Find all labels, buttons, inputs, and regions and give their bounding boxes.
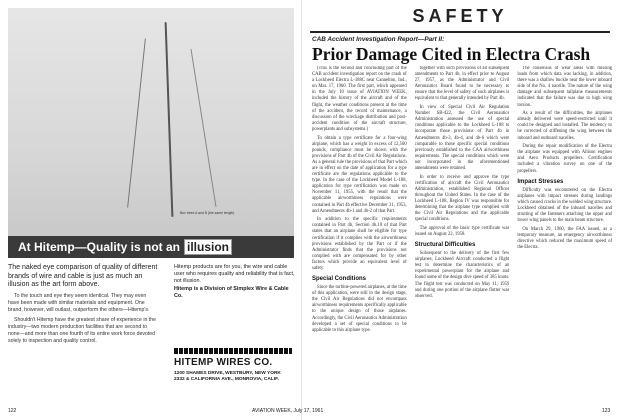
publication-footer: AVIATION WEEK, July 17, 1961 — [252, 408, 324, 414]
company-address — [174, 371, 294, 383]
article-column-3 — [517, 66, 612, 400]
article-paragraph: As a result of the difficulties, the airplanes already delivered were speed-restricted until it could be designed and installed. The tendency to be corrected of stiffening the wing between the inboard and outboard nacelles. — [517, 111, 613, 141]
ad-headline-text: At Hitemp—Quality is not an — [18, 240, 181, 254]
ad-paragraph: To the touch and eye they seem identical. They may even have been made with similar materials and equipment. One brand, however, will outlast, outperform the others—Hitemp's. — [8, 292, 150, 313]
ad-division-line: Hitemp is a Division of Simplex Wire & Cable Co. — [174, 286, 289, 299]
ad-photograph — [8, 8, 294, 236]
article-columns — [312, 66, 612, 400]
wire-strand — [127, 38, 146, 207]
page-gutter — [301, 0, 302, 420]
article-title: Prior Damage Cited in Electra Crash — [312, 44, 591, 64]
article-subheading: Special Conditions — [312, 276, 367, 283]
page-number-right: 123 — [602, 408, 611, 414]
article-paragraph: The consensus of wear areas with missing loads from which data was lacking, in addition, there was a shallow buckle near the lower inboard side of the No. 4 nacelle. The nature of the wing damage and subsequent tailplane measurements indicated that the failure was due to high wing torsion. — [517, 66, 613, 108]
wire-strand — [190, 49, 216, 207]
address-line: 1200 SHAMES DRIVE, WESTBURY, NEW YORK — [174, 371, 281, 376]
ad-side-column — [174, 264, 296, 300]
company-logo-block — [174, 348, 294, 383]
ad-side-text: Hitemp products are for you, the wire and cable user who requires quality and reliability that is fact, not illusion. — [174, 264, 295, 284]
article-paragraph: Subsequent to the delivery of the first few airplanes, Lockheed Aircraft conducted a flight test to determine the characteristics of an experimental powerplant for the airplane and found some of the design dive speed of 385 knots. The flight test was conducted on May 11, 1959 and during one portion of the airplane flutter was observed. — [414, 251, 510, 299]
article-paragraph: In view of Special Civil Air Regulation Number SR-422, the Civil Aeronautics Administration assessed the use of special conditions applicable to the Lockheed L-188 to incorporate those provisions of Part 4b in Amendments 4b-3, 4b-4, and 4b-6 which were comparable to those specific special conditions previously established to the CAA airworthiness requirements. The special conditions which were not incorporated in the aforementioned amendments were retained. — [414, 105, 510, 171]
article-paragraph: In addition to the specific requirements contained in Part 4b, Section 4b.10 of that Part states that an airplane shall be eligible for type certification if it complies with the airworthiness provisions established by the Part or if the Administrator finds that the provisions not complied with are compensated for by other factors which provide an equivalent level of safety. — [312, 217, 407, 271]
article-paragraph: During the repair modification of the Electra the airplane was equipped with Allison engines and Aero Products propellers. Certification included a vibration survey on one of the propellers. — [517, 144, 613, 174]
article-subheading: Structural Difficulties — [414, 242, 476, 249]
page-number-left: 122 — [8, 408, 17, 414]
ad-headline-keyword: illusion — [184, 239, 232, 255]
article-paragraph: Difficulty was encountered on the Electra airplanes with impact stresses during landings which caused cracks in the welded wing structure. Lockheed obtained of the inboard nacelles and strutting of the fasteners attaching the upper and lower wing panels to the main beam structure. — [517, 187, 613, 224]
logo-stripe-graphic — [174, 348, 292, 354]
wire-strand — [165, 22, 174, 217]
article-paragraph: together with such provisions of all subsequent amendments to Part 4b, in effect prior to August 27, 1957, as the Administrator and Civil Aeronautics Board found to be necessary to ensure that the level of safety of such airplanes is equivalent to that generally intended by Part 4b. — [414, 66, 510, 102]
section-rule — [310, 31, 610, 33]
article-paragraph: (This is the second and concluding part of the CAB accident investigation report on the crash of a Lockheed Electra L-188C near Cannelton, Ind., on Mar. 17, 1960. The first part, which appeared in the July 10 issue of AVIATION WEEK, included the history of the aircraft and of the flight, the weather conditions present at the time of the accident, the record of maintenance, a discussion of the wreckage distribution and post-accident condition of the aircraft structure, powerplants and subsystems.) — [312, 66, 407, 132]
company-name: HITEMP WIRES CO. — [174, 357, 273, 368]
article-column-1 — [312, 66, 407, 400]
article-column-2 — [415, 66, 510, 400]
section-heading: SAFETY — [412, 6, 508, 26]
article-kicker: CAB Accident Investigation Report—Part II: — [312, 36, 445, 43]
article-paragraph: Since the turbine-powered airplanes, at the time of this application, were still in the design stage, the Civil Air Regulations did not encompass airworthiness requirements specifically applicable to the unique design of those airplanes. Accordingly, the Civil Aeronautics Administration developed a set of special conditions to be applicable to this airplane type. — [312, 285, 407, 333]
article-paragraph: The approval of the basic type certificate was issued on August 22, 1958. — [414, 225, 510, 237]
photo-caption: Box trees A and B (the same length) — [180, 211, 235, 215]
ad-lead: The naked eye comparison of quality of different brands of wire and cable is just as much an illusion as the art form above. — [8, 264, 158, 288]
article-subheading: Impact Stresses — [517, 178, 564, 185]
article-page — [306, 0, 620, 420]
ad-paragraph: Shouldn't Hitemp have the greatest share of experience in the industry—two modern production facilities that are second to none—and more than one fourth of its entire work force devoted solely to inspection and quality control. — [8, 316, 157, 344]
article-paragraph: To obtain a type certificate for a four-wing airplane, which has a weight in excess of 12,500 pounds, compliance must be shown with the provisions of Part 4b of the Civil Air Regulations. As a general rule the provisions of that Part which are in effect on the date of application for a type certificate are the regulations applicable to the type. In the case of the Lockheed Model L-188, application for type certification was made on November 11, 1955, with the result that the applicable airworthiness regulations were contained in Part 4b effective December 31, 1953, and Amendments 4b-1 and 4b-2 of that Part. — [312, 135, 407, 214]
page-footer — [0, 408, 620, 418]
advertisement-page — [0, 0, 300, 420]
address-line: 2332 & CALIFORNIA AVE., MONROVIA, CALIF. — [174, 377, 279, 383]
ad-headline — [8, 236, 294, 258]
article-paragraph: In order to receive and approve the type certification of aircraft the Civil Aeronautics Administration, established Regional Offices throughout the United States. In the case of the Lockheed L-188, Region IV was responsible for determining that the airplane type complied with the Civil Air Regulations and the applicable special conditions. — [414, 174, 510, 223]
article-paragraph: On March 29, 1960, the FAA issued, as a temporary measure, an emergency airworthiness directive which reduced the maximum speed of the Electra. — [517, 226, 613, 250]
ad-body-column — [8, 264, 158, 348]
